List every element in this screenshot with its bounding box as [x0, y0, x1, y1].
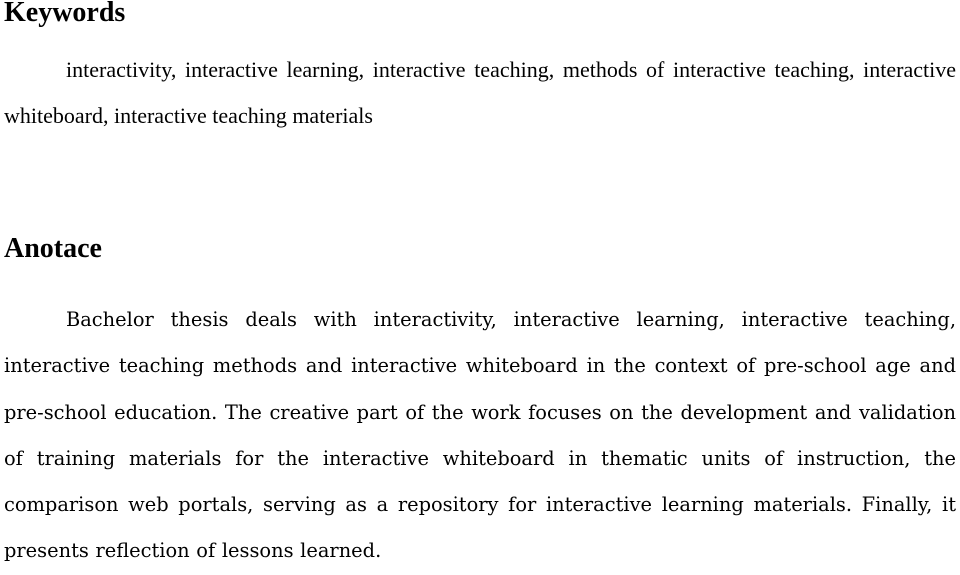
keywords-text: interactivity, interactive learning, interactive teaching, methods of interactive teaching, interactive whiteboard, interactive teaching materials [4, 57, 956, 128]
anotace-text: Bachelor thesis deals with interactivity, interactive learning, interactive teaching, interactive teaching methods and interactive whiteboard in the context of pre-school age and pre-school education. The creative part of the work focuses on the development and validation of training materials for the interactive whiteboard in thematic units of instruction, the comparison web portals, serving as a repository for interactive learning materials. Finally, it presents reflection of lessons learned. [4, 308, 956, 563]
anotace-heading: Anotace [4, 233, 102, 264]
keywords-heading: Keywords [4, 0, 126, 28]
